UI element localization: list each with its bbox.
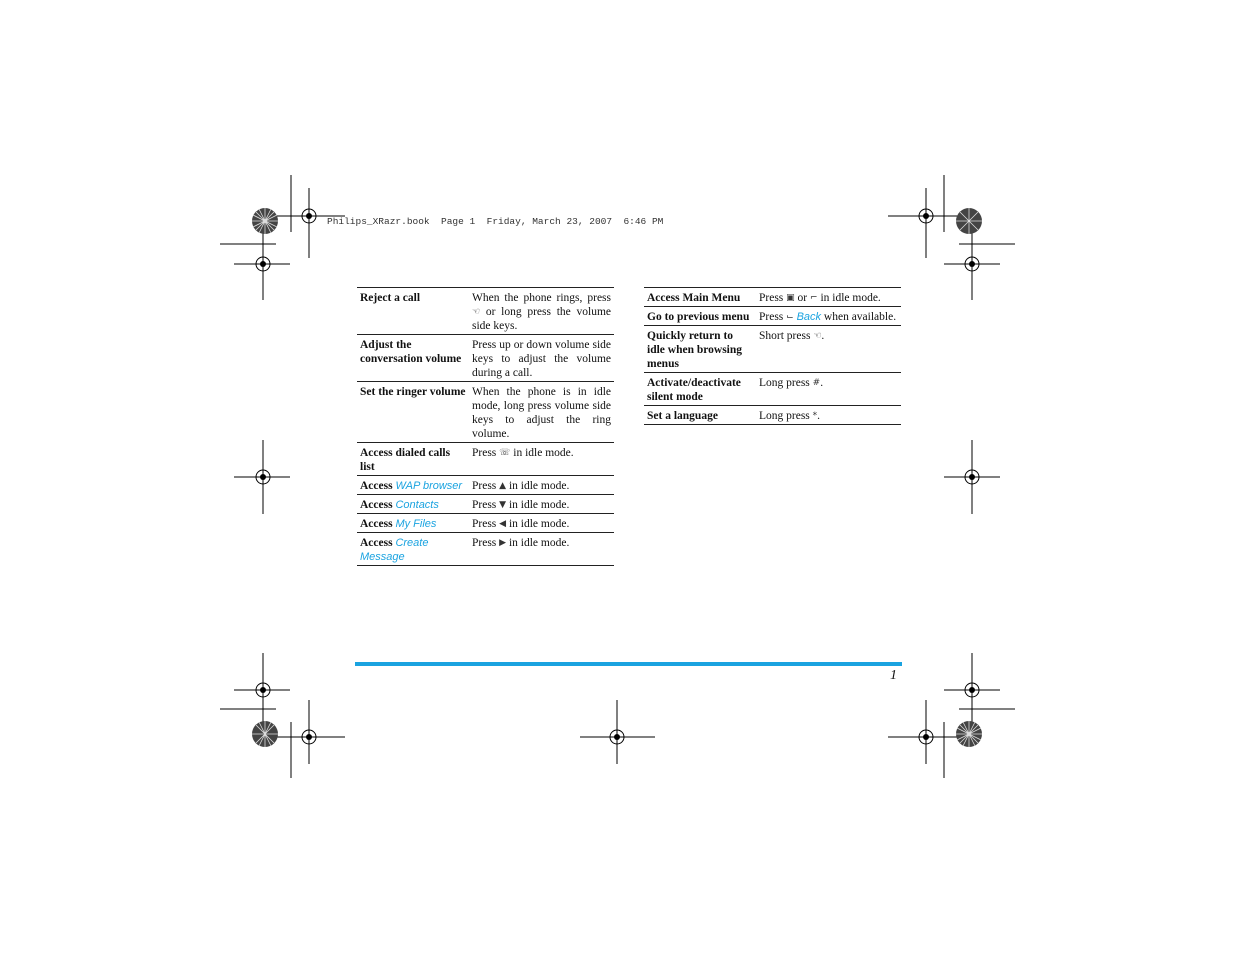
description-cell [469, 514, 614, 533]
action-label: Adjust the conversation volume [360, 339, 462, 365]
action-label: Quickly return to idle when browsing menus [647, 330, 743, 370]
menu-link: Create Message [360, 537, 429, 563]
description-text: . [821, 330, 825, 342]
description-text: Press [472, 480, 500, 492]
action-label: Access [360, 518, 396, 530]
call-key-icon: ☏ [499, 448, 511, 458]
action-cell [357, 382, 469, 443]
table-row [357, 495, 614, 514]
action-label: Reject a call [360, 292, 421, 304]
action-label: Access [360, 480, 396, 492]
description-text: Press [472, 537, 500, 549]
hash-key-icon: # [812, 378, 821, 388]
action-label: Access Main Menu [647, 292, 741, 304]
action-cell [357, 533, 469, 566]
description-cell [469, 335, 614, 382]
action-label: Set a language [647, 410, 718, 422]
description-cell [469, 476, 614, 495]
right-arrow-icon: ▶ [499, 538, 507, 548]
description-cell [756, 406, 901, 425]
up-arrow-icon: ▲ [499, 481, 507, 491]
action-cell [357, 288, 469, 335]
description-text: or long press the volume side keys. [472, 306, 611, 332]
action-cell [357, 514, 469, 533]
description-text: Press [759, 311, 787, 323]
description-text: Press [472, 447, 500, 459]
description-cell [469, 533, 614, 566]
menu-link: Contacts [395, 499, 439, 511]
description-text: Press [759, 292, 787, 304]
table-row [357, 288, 614, 335]
hangup-key-icon: ☜ [472, 307, 481, 317]
back-link: Back [796, 311, 822, 323]
description-text: When the phone rings, press [472, 292, 611, 304]
action-label: Access dialed calls list [360, 447, 451, 473]
description-text: in idle mode. [506, 518, 570, 530]
description-cell [756, 326, 901, 373]
table-row [357, 443, 614, 476]
table-row [357, 382, 614, 443]
description-text: . [817, 410, 821, 422]
right-softkey-icon: ⌙ [786, 312, 794, 322]
right-shortcut-table [644, 287, 901, 425]
action-label: Activate/deactivate silent mode [647, 377, 741, 403]
table-row [357, 514, 614, 533]
description-text: in idle mode. [506, 499, 570, 511]
action-cell [357, 443, 469, 476]
description-text: When the phone is in idle mode, long press volume side keys to adjust the ring volume. [472, 386, 611, 440]
action-cell [644, 288, 756, 307]
left-softkey-icon: ⌐ [810, 293, 818, 303]
table-row [644, 307, 901, 326]
table-row [644, 288, 901, 307]
action-label: Access [360, 537, 396, 549]
menu-link: WAP browser [395, 480, 463, 492]
action-cell [644, 373, 756, 406]
action-cell [644, 326, 756, 373]
description-cell [756, 307, 901, 326]
table-row [357, 533, 614, 566]
description-text: or [794, 292, 811, 304]
action-cell [357, 476, 469, 495]
action-label: Access [360, 499, 396, 511]
description-text: Long press [759, 410, 813, 422]
menu-link: My Files [395, 518, 437, 530]
action-cell [357, 495, 469, 514]
description-text: in idle mode. [506, 480, 570, 492]
description-text: in idle mode. [817, 292, 881, 304]
description-text: . [820, 377, 824, 389]
description-text: Short press [759, 330, 814, 342]
action-label: Go to previous menu [647, 311, 750, 323]
description-text: in idle mode. [510, 447, 574, 459]
table-row [644, 406, 901, 425]
down-arrow-icon: ▼ [499, 500, 507, 510]
description-cell [756, 373, 901, 406]
action-cell [644, 307, 756, 326]
description-text: Long press [759, 377, 813, 389]
description-cell [756, 288, 901, 307]
action-cell [644, 406, 756, 425]
left-shortcut-table [357, 287, 614, 566]
description-cell [469, 443, 614, 476]
footer-bar [355, 662, 902, 666]
left-arrow-icon: ◀ [499, 519, 507, 529]
menu-key-icon: ▣ [786, 293, 795, 303]
description-text: in idle mode. [506, 537, 570, 549]
description-text: Press [472, 518, 500, 530]
book-header: Philips_XRazr.book Page 1 Friday, March 23, 2007 6:46 PM [327, 216, 664, 227]
description-text: when available. [821, 311, 897, 323]
table-row [357, 476, 614, 495]
description-cell [469, 382, 614, 443]
description-text: Press [472, 499, 500, 511]
action-label: Set the ringer volume [360, 386, 466, 398]
hangup-key-icon: ☜ [813, 331, 822, 341]
star-key-icon: * [812, 411, 818, 421]
table-row [357, 335, 614, 382]
description-cell [469, 495, 614, 514]
page-number: 1 [890, 668, 897, 683]
description-text: Press up or down volume side keys to adjust the volume during a call. [472, 339, 611, 379]
table-row [644, 373, 901, 406]
description-cell [469, 288, 614, 335]
table-row [644, 326, 901, 373]
action-cell [357, 335, 469, 382]
